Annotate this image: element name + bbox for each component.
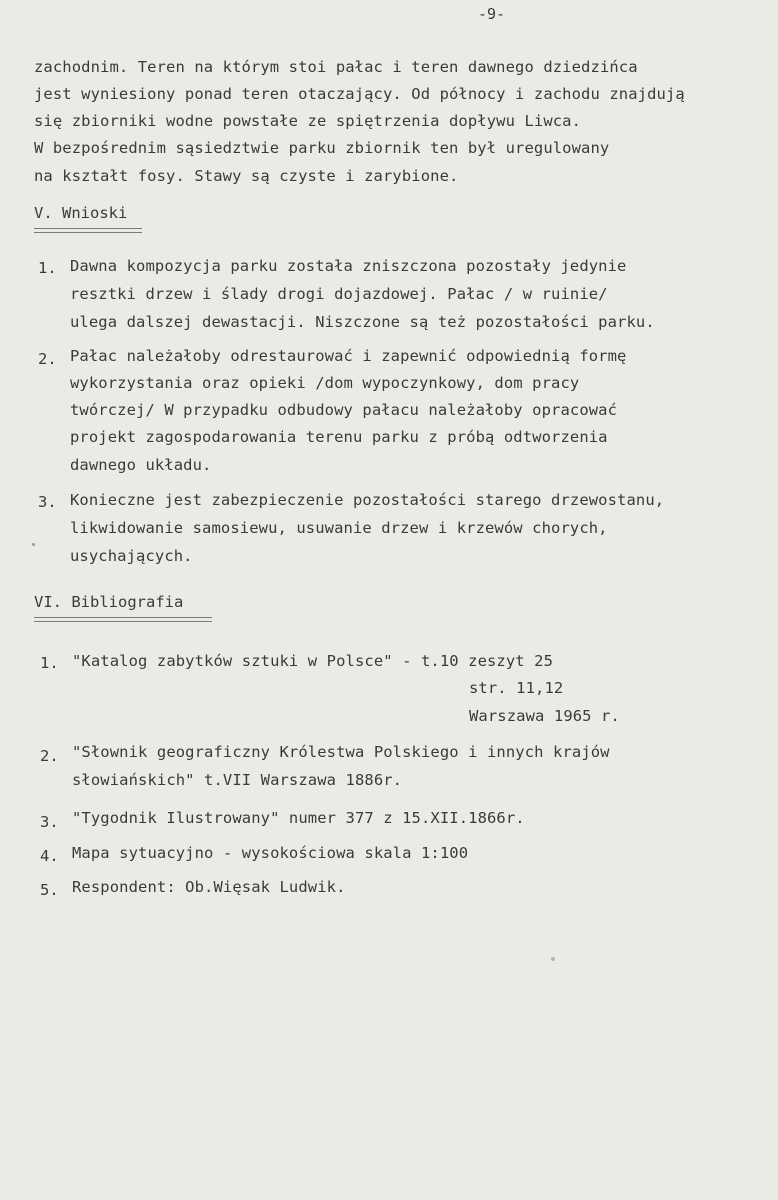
- section-v-item-line: Pałac należałoby odrestaurować i zapewnić odpowiednią formę: [70, 347, 627, 365]
- intro-line: się zbiorniki wodne powstałe ze spiętrzenia dopływu Liwca.: [34, 112, 582, 130]
- intro-line: jest wyniesiony ponad teren otaczający. Od północy i zachodu znajdują: [34, 85, 685, 103]
- bibliography-item-number: 3.: [40, 813, 59, 831]
- paper-speck: [32, 543, 35, 546]
- bibliography-item-line: "Słownik geograficzny Królestwa Polskiego i innych krajów: [72, 743, 610, 761]
- section-v-title: V. Wnioski: [34, 204, 128, 222]
- section-v-item-line: likwidowanie samosiewu, usuwanie drzew i krzewów chorych,: [70, 519, 608, 537]
- section-v-item-number: 1.: [38, 259, 57, 277]
- bibliography-item-line: "Tygodnik Ilustrowany" numer 377 z 15.XII.1866r.: [72, 809, 525, 827]
- intro-line: W bezpośrednim sąsiedztwie parku zbiornik ten był uregulowany: [34, 139, 610, 157]
- section-v-item-line: Dawna kompozycja parku została zniszczona pozostały jedynie: [70, 257, 627, 275]
- bibliography-item-line: "Katalog zabytków sztuki w Polsce" - t.10 zeszyt 25: [72, 652, 554, 670]
- intro-line: zachodnim. Teren na którym stoi pałac i teren dawnego dziedzińca: [34, 58, 638, 76]
- bibliography-item-line: Mapa sytuacyjno - wysokościowa skala 1:100: [72, 844, 469, 862]
- bibliography-item-line: Respondent: Ob.Więsak Ludwik.: [72, 878, 346, 896]
- section-v-item-number: 3.: [38, 493, 57, 511]
- section-v-item-line: resztki drzew i ślady drogi dojazdowej. Pałac / w ruinie/: [70, 285, 608, 303]
- bibliography-item-number: 2.: [40, 747, 59, 765]
- section-v-item-line: projekt zagospodarowania terenu parku z próbą odtworzenia: [70, 428, 608, 446]
- section-v-item-line: usychających.: [70, 547, 193, 565]
- section-v-item-line: wykorzystania oraz opieki /dom wypoczynkowy, dom pracy: [70, 374, 580, 392]
- section-v-item-line: Konieczne jest zabezpieczenie pozostałości starego drzewostanu,: [70, 491, 665, 509]
- section-v-item-line: twórczej/ W przypadku odbudowy pałacu należałoby opracować: [70, 401, 618, 419]
- bibliography-item-number: 1.: [40, 654, 59, 672]
- bibliography-item-line: Warszawa 1965 r.: [469, 707, 620, 725]
- bibliography-item-line: słowiańskich" t.VII Warszawa 1886r.: [72, 771, 403, 789]
- bibliography-item-number: 4.: [40, 847, 59, 865]
- bibliography-item-number: 5.: [40, 881, 59, 899]
- intro-line: na kształt fosy. Stawy są czyste i zarybione.: [34, 167, 459, 185]
- section-v-underline: [34, 228, 142, 233]
- section-v-item-line: ulega dalszej dewastacji. Niszczone są też pozostałości parku.: [70, 313, 655, 331]
- section-v-item-number: 2.: [38, 350, 57, 368]
- section-v-item-line: dawnego układu.: [70, 456, 212, 474]
- page-number: -9-: [478, 5, 506, 23]
- section-vi-title: VI. Bibliografia: [34, 593, 184, 611]
- bibliography-item-line: str. 11,12: [469, 679, 564, 697]
- section-vi-underline: [34, 617, 212, 622]
- paper-speck: [551, 957, 555, 961]
